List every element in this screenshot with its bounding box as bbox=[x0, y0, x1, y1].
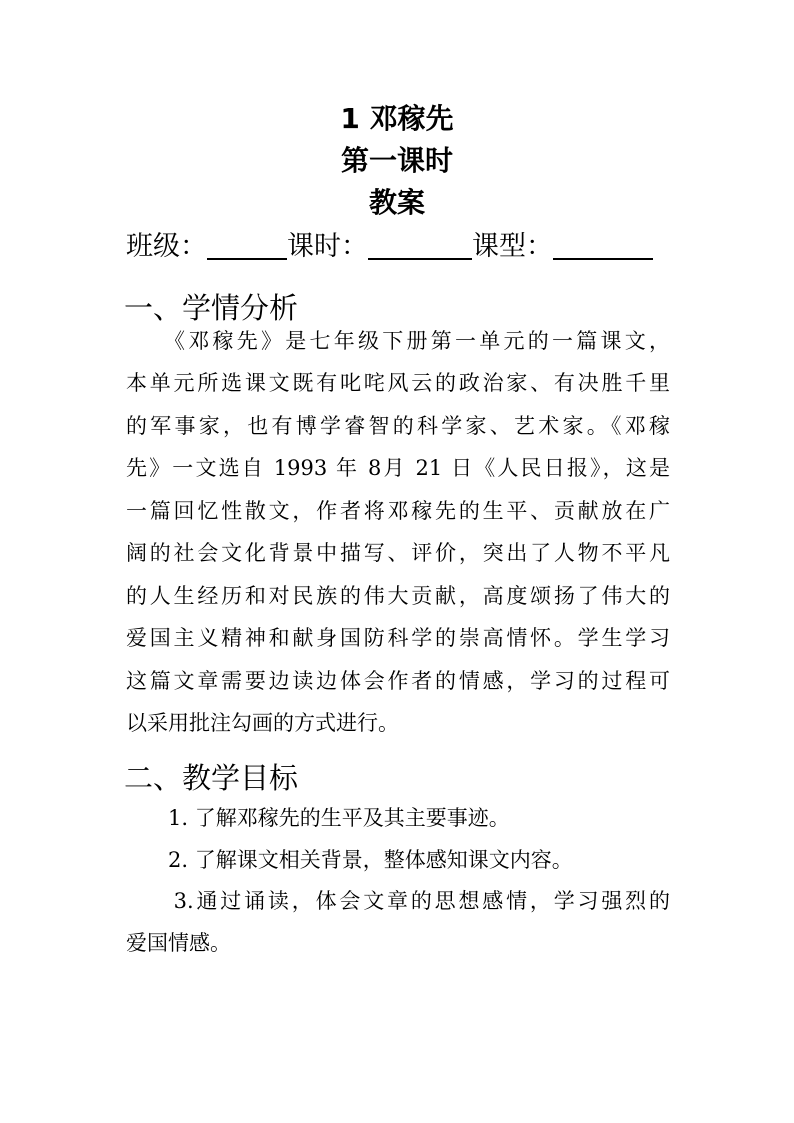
paragraph-line: 这篇文章需要边读边体会作者的情感，学习的过程可 bbox=[126, 669, 670, 693]
type-blank-line bbox=[553, 230, 653, 260]
paragraph-line: 一篇回忆性散文，作者将邓稼先的生平、贡献放在广 bbox=[126, 499, 670, 523]
paragraph-line: 先》一文选自 1993 年 8月 21 日《人民日报》，这是 bbox=[126, 456, 670, 480]
objective-item-continued: 爱国情感。 bbox=[126, 931, 231, 955]
objective-item: 2. 了解课文相关背景，整体感知课文内容。 bbox=[126, 848, 573, 872]
paragraph-line: 阔的社会文化背景中描写、评价，突出了人物不平凡 bbox=[126, 541, 670, 565]
paragraph-line: 本单元所选课文既有叱咤风云的政治家、有决胜千里 bbox=[126, 371, 670, 395]
type-label: 课型： bbox=[472, 231, 553, 262]
paragraph-line: 的人生经历和对民族的伟大贡献，高度颂扬了伟大的 bbox=[126, 584, 670, 608]
lesson-title: 1 邓稼先 bbox=[340, 102, 454, 135]
paragraph-line: 以采用批注勾画的方式进行。 bbox=[126, 711, 399, 735]
objective-item: 1. 了解邓稼先的生平及其主要事迹。 bbox=[126, 806, 510, 830]
paragraph-line: 爱国主义精神和献身国防科学的崇高情怀。学生学习 bbox=[126, 626, 670, 650]
document-type-title: 教案 bbox=[368, 186, 425, 219]
paragraph-line: 《邓稼先》是七年级下册第一单元的一篇课文， bbox=[126, 329, 670, 353]
class-blank-line bbox=[207, 230, 287, 260]
section-heading-objectives: 二、教学目标 bbox=[124, 761, 299, 795]
class-info-row bbox=[126, 228, 653, 264]
lesson-period-title: 第一课时 bbox=[340, 144, 453, 177]
section-heading-analysis: 一、学情分析 bbox=[124, 291, 299, 325]
paragraph-line: 的军事家，也有博学睿智的科学家、艺术家。《邓稼 bbox=[126, 414, 670, 438]
period-label: 课时： bbox=[287, 231, 368, 262]
objective-item: 3.通过诵读，体会文章的思想感情，学习强烈的 bbox=[126, 889, 670, 913]
period-blank-line bbox=[368, 230, 472, 260]
class-label: 班级： bbox=[126, 231, 207, 262]
